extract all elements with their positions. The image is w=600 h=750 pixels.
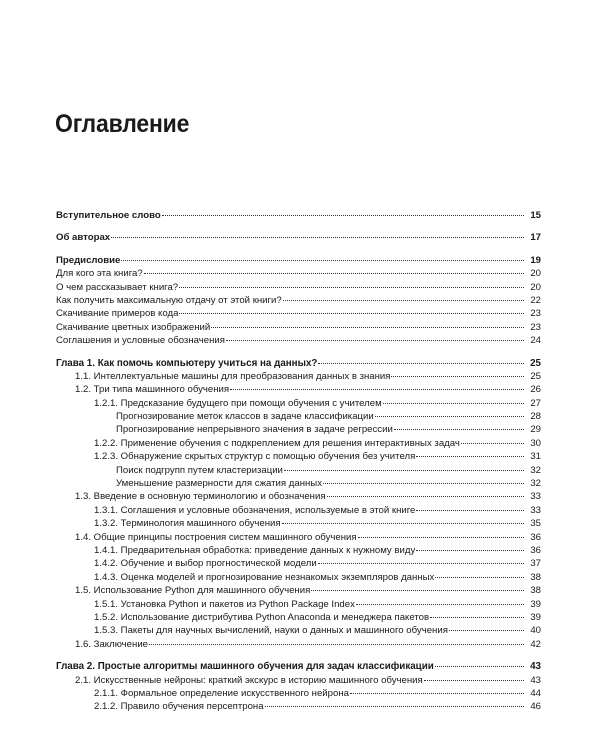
- toc-entry: [56, 598, 541, 611]
- toc-entry-page: 36: [530, 531, 541, 543]
- dot-leader: [323, 483, 524, 484]
- toc-entry-page: 39: [530, 611, 541, 623]
- toc-entry: [56, 437, 541, 450]
- toc-entry: [56, 267, 541, 280]
- dot-leader: [394, 429, 524, 430]
- toc-entry-title: 1.3.2. Терминология машинного обучения: [94, 518, 281, 530]
- toc-entry-page: 43: [530, 661, 541, 673]
- toc-entry-title: 1.2.1. Предсказание будущего при помощи обучения с учителем: [94, 397, 382, 409]
- toc-entry-title: 2.1.2. Правило обучения персептрона: [94, 701, 264, 713]
- toc-entry: [56, 383, 541, 396]
- toc-entry-title: Глава 2. Простые алгоритмы машинного обучения для задач классификации: [56, 661, 434, 673]
- toc-entry-title: Скачивание примеров кода: [56, 308, 179, 320]
- toc-entry-page: 38: [530, 571, 541, 583]
- dot-leader: [449, 630, 524, 631]
- toc-entry-page: 20: [530, 281, 541, 293]
- dot-leader: [283, 300, 524, 301]
- toc-entry: [56, 674, 541, 687]
- toc-entry: [56, 254, 541, 267]
- toc-entry-title: 2.1.1. Формальное определение искусственного нейрона: [94, 687, 349, 699]
- dot-leader: [318, 563, 524, 564]
- toc-entry-page: 27: [530, 397, 541, 409]
- dot-leader: [424, 680, 524, 681]
- toc-entry-page: 32: [530, 478, 541, 490]
- toc-entry: [56, 334, 541, 347]
- toc-entry-title: 1.5. Использование Python для машинного обучения: [75, 585, 311, 597]
- dot-leader: [265, 706, 524, 707]
- toc-entry: [56, 490, 541, 503]
- toc-entry: [56, 517, 541, 530]
- toc-entry-page: 46: [530, 701, 541, 713]
- dot-leader: [149, 644, 524, 645]
- toc-entry-page: 25: [530, 370, 541, 382]
- toc-entry: [56, 557, 541, 570]
- toc-entry: [56, 638, 541, 651]
- dot-leader: [356, 604, 524, 605]
- toc-entry-page: 39: [530, 598, 541, 610]
- toc-entry-page: 40: [530, 625, 541, 637]
- toc-entry-page: 43: [530, 674, 541, 686]
- dot-leader: [358, 537, 524, 538]
- toc-entry: [56, 450, 541, 463]
- toc-entry: [56, 544, 541, 557]
- dot-leader: [430, 617, 524, 618]
- toc-entry-page: 33: [530, 491, 541, 503]
- table-of-contents: [56, 209, 541, 714]
- toc-entry-title: Предисловие: [56, 254, 121, 266]
- toc-entry: [56, 464, 541, 477]
- toc-entry-page: 25: [530, 357, 541, 369]
- toc-entry-title: Глава 1. Как помочь компьютеру учиться на данных?: [56, 357, 318, 369]
- toc-entry-page: 30: [530, 437, 541, 449]
- toc-entry-page: 33: [530, 504, 541, 516]
- toc-entry-page: 24: [530, 335, 541, 347]
- dot-leader: [435, 666, 524, 667]
- toc-entry-title: 1.4.3. Оценка моделей и прогнозирование незнакомых экземпляров данных: [94, 571, 435, 583]
- page-title: Оглавление: [55, 110, 190, 138]
- toc-entry-page: 29: [530, 424, 541, 436]
- toc-entry-page: 15: [530, 210, 541, 221]
- toc-entry: [56, 584, 541, 597]
- toc-entry-title: 1.5.1. Установка Python и пакетов из Python Package Index: [94, 598, 355, 610]
- toc-entry-title: 1.1. Интеллектуальные машины для преобразования данных в знания: [75, 370, 391, 382]
- dot-leader: [311, 590, 524, 591]
- toc-entry-title: Как получить максимальную отдачу от этой книги?: [56, 294, 282, 306]
- dot-leader: [144, 273, 524, 274]
- dot-leader: [111, 237, 524, 238]
- toc-entry-page: 35: [530, 518, 541, 530]
- dot-leader: [121, 260, 524, 261]
- toc-entry-page: 19: [530, 254, 541, 266]
- toc-entry-title: Прогнозирование меток классов в задаче классификации: [116, 411, 374, 423]
- toc-entry: [56, 611, 541, 624]
- toc-entry: [56, 571, 541, 584]
- toc-entry-title: Об авторах: [56, 232, 111, 244]
- toc-entry: [56, 231, 541, 244]
- dot-leader: [416, 456, 524, 457]
- toc-entry-title: 1.4.2. Обучение и выбор прогностической модели: [94, 558, 317, 570]
- dot-leader: [226, 340, 524, 341]
- dot-leader: [179, 313, 524, 314]
- dot-leader: [461, 443, 524, 444]
- toc-entry-title: 1.6. Заключение: [75, 638, 149, 650]
- dot-leader: [375, 416, 524, 417]
- toc-entry-title: 1.5.3. Пакеты для научных вычислений, науки о данных и машинного обучения: [94, 625, 448, 637]
- toc-entry-page: 44: [530, 687, 541, 699]
- toc-entry: [56, 209, 541, 222]
- dot-leader: [179, 287, 524, 288]
- dot-leader: [391, 376, 524, 377]
- toc-entry-page: 36: [530, 544, 541, 556]
- toc-entry: [56, 660, 541, 673]
- toc-entry-title: 1.3. Введение в основную терминологию и обозначения: [75, 491, 326, 503]
- toc-entry-title: Вступительное слово: [56, 210, 161, 221]
- dot-leader: [318, 363, 524, 364]
- toc-entry-page: 20: [530, 268, 541, 280]
- dot-leader: [162, 215, 524, 216]
- toc-entry: [56, 370, 541, 383]
- toc-entry-page: 42: [530, 638, 541, 650]
- toc-entry-page: 38: [530, 585, 541, 597]
- toc-entry: [56, 357, 541, 370]
- toc-entry-page: 23: [530, 308, 541, 320]
- toc-entry: [56, 423, 541, 436]
- toc-entry-title: 1.4. Общие принципы построения систем машинного обучения: [75, 531, 357, 543]
- toc-entry: [56, 321, 541, 334]
- toc-entry-title: Уменьшение размерности для сжатия данных: [116, 478, 322, 490]
- toc-entry: [56, 477, 541, 490]
- toc-entry-page: 32: [530, 464, 541, 476]
- toc-entry-title: 1.5.2. Использование дистрибутива Python Anaconda и менеджера пакетов: [94, 611, 430, 623]
- dot-leader: [416, 550, 524, 551]
- toc-entry-title: 1.2.2. Применение обучения с подкреплением для решения интерактивных задач: [94, 437, 460, 449]
- dot-leader: [327, 496, 524, 497]
- toc-entry-title: Соглашения и условные обозначения: [56, 335, 225, 347]
- toc-entry-title: О чем рассказывает книга?: [56, 281, 179, 293]
- toc-entry-page: 26: [530, 384, 541, 396]
- toc-entry: [56, 410, 541, 423]
- toc-entry: [56, 504, 541, 517]
- toc-entry-title: Скачивание цветных изображений: [56, 321, 211, 333]
- toc-entry-page: 28: [530, 411, 541, 423]
- toc-entry-title: Поиск подгрупп путем кластеризации: [116, 464, 283, 476]
- toc-entry-page: 22: [530, 294, 541, 306]
- toc-entry-title: 1.2.3. Обнаружение скрытых структур с помощью обучения без учителя: [94, 451, 416, 463]
- toc-entry: [56, 397, 541, 410]
- toc-entry-title: Для кого эта книга?: [56, 268, 143, 280]
- dot-leader: [416, 510, 524, 511]
- dot-leader: [282, 523, 524, 524]
- dot-leader: [350, 693, 524, 694]
- toc-entry: [56, 687, 541, 700]
- toc-entry: [56, 531, 541, 544]
- toc-entry-title: 1.2. Три типа машинного обучения: [75, 384, 230, 396]
- toc-entry: [56, 294, 541, 307]
- toc-entry-title: 1.4.1. Предварительная обработка: приведение данных к нужному виду: [94, 544, 416, 556]
- toc-entry: [56, 624, 541, 637]
- toc-entry-page: 31: [530, 451, 541, 463]
- toc-entry-title: 2.1. Искусственные нейроны: краткий экскурс в историю машинного обучения: [75, 674, 423, 686]
- toc-entry-page: 37: [530, 558, 541, 570]
- dot-leader: [284, 470, 524, 471]
- toc-entry-title: 1.3.1. Соглашения и условные обозначения, используемые в этой книге: [94, 504, 416, 516]
- dot-leader: [383, 403, 524, 404]
- dot-leader: [230, 389, 524, 390]
- toc-entry-page: 23: [530, 321, 541, 333]
- toc-entry: [56, 307, 541, 320]
- toc-entry: [56, 281, 541, 294]
- toc-entry-page: 17: [530, 232, 541, 244]
- toc-entry-title: Прогнозирование непрерывного значения в задаче регрессии: [116, 424, 393, 436]
- dot-leader: [435, 577, 524, 578]
- toc-entry: [56, 700, 541, 713]
- dot-leader: [211, 327, 524, 328]
